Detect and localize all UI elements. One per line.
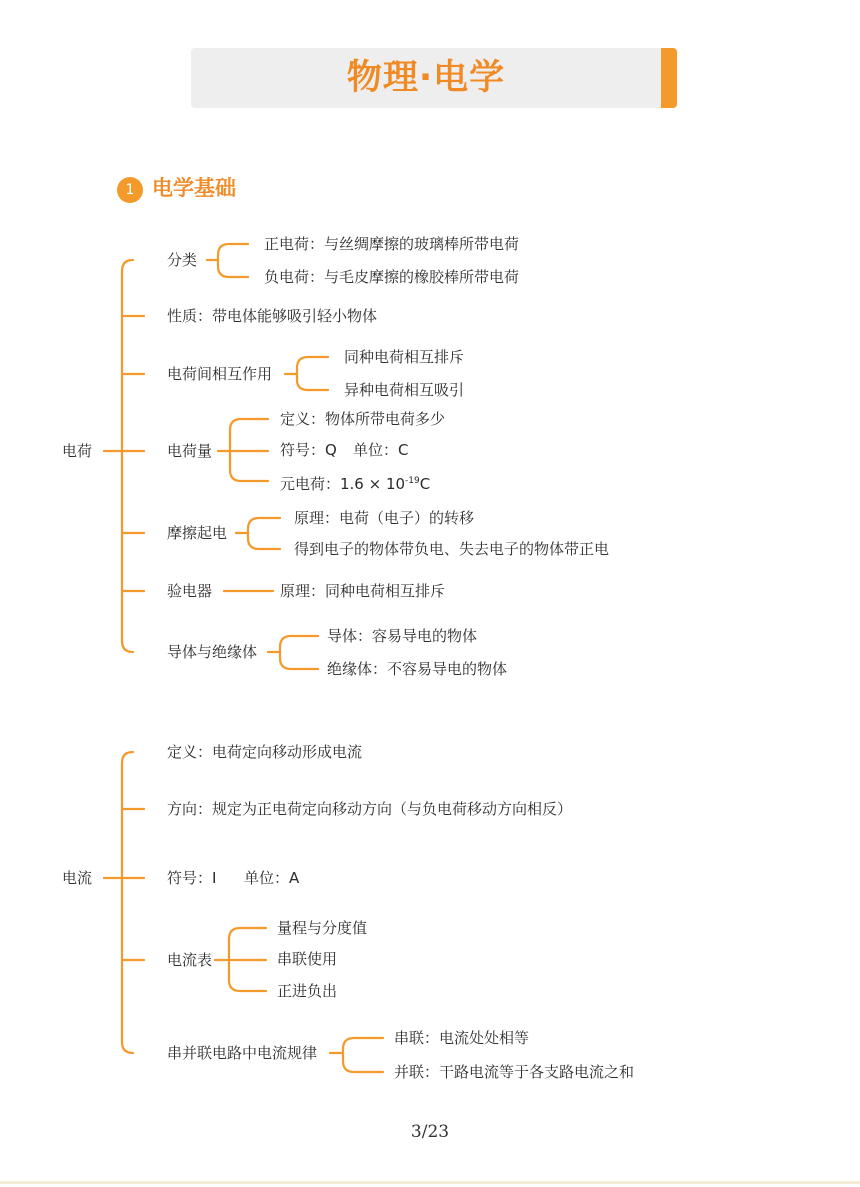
current-unit-text: 单位：A bbox=[244, 869, 300, 887]
footer-divider bbox=[0, 1181, 860, 1184]
different-charge-attract-text: 异种电荷相互吸引 bbox=[344, 381, 465, 399]
same-charge-repel-text: 同种电荷相互排斥 bbox=[344, 348, 465, 366]
section-number-badge: 1 bbox=[117, 177, 143, 203]
current-rules-label: 串并联电路中电流规律 bbox=[167, 1044, 318, 1062]
page-number: 3/23 bbox=[410, 1122, 450, 1142]
parallel-rule-text: 并联：干路电流等于各支路电流之和 bbox=[394, 1063, 635, 1081]
quantity-unit-text: 单位：C bbox=[353, 441, 409, 459]
elementary-charge-unit: C bbox=[419, 475, 431, 493]
negative-charge-text: 负电荷：与毛皮摩擦的橡胶棒所带电荷 bbox=[264, 268, 520, 286]
insulator-text: 绝缘体：不容易导电的物体 bbox=[327, 660, 508, 678]
current-symbol-text: 符号：I bbox=[167, 869, 217, 887]
electroscope-label: 验电器 bbox=[167, 582, 213, 600]
current-definition-text: 定义：电荷定向移动形成电流 bbox=[167, 743, 363, 761]
ammeter-label: 电流表 bbox=[167, 951, 213, 969]
charge-interaction-label: 电荷间相互作用 bbox=[167, 365, 273, 383]
conductors-label: 导体与绝缘体 bbox=[167, 643, 258, 661]
electroscope-principle-text: 原理：同种电荷相互排斥 bbox=[280, 582, 446, 600]
page-title: 物理·电学 bbox=[346, 58, 506, 98]
series-rule-text: 串联：电流处处相等 bbox=[394, 1029, 530, 1047]
quantity-symbol-text: 符号：Q bbox=[280, 441, 337, 459]
elementary-charge-exponent: -19 bbox=[405, 476, 420, 486]
ammeter-series-text: 串联使用 bbox=[277, 950, 338, 968]
charge-root: 电荷 bbox=[62, 442, 93, 460]
quantity-definition-text: 定义：物体所带电荷多少 bbox=[280, 410, 446, 428]
charge-property-text: 性质：带电体能够吸引轻小物体 bbox=[167, 307, 378, 325]
friction-detail-text: 得到电子的物体带负电、失去电子的物体带正电 bbox=[294, 540, 610, 558]
ammeter-range-text: 量程与分度值 bbox=[277, 919, 368, 937]
current-root: 电流 bbox=[62, 869, 93, 887]
section-title: 电学基础 bbox=[152, 176, 236, 200]
ammeter-polarity-text: 正进负出 bbox=[277, 982, 338, 1000]
elementary-charge-text bbox=[280, 471, 430, 494]
current-direction-text: 方向：规定为正电荷定向移动方向（与负电荷移动方向相反） bbox=[167, 800, 573, 818]
friction-label: 摩擦起电 bbox=[167, 524, 228, 542]
conductor-text: 导体：容易导电的物体 bbox=[327, 627, 478, 645]
friction-principle-text: 原理：电荷（电子）的转移 bbox=[294, 509, 475, 527]
charge-classify-label: 分类 bbox=[167, 251, 198, 269]
elementary-charge-prefix: 元电荷：1.6 × 10 bbox=[280, 475, 406, 493]
charge-quantity-label: 电荷量 bbox=[167, 442, 213, 460]
positive-charge-text: 正电荷：与丝绸摩擦的玻璃棒所带电荷 bbox=[264, 235, 520, 253]
